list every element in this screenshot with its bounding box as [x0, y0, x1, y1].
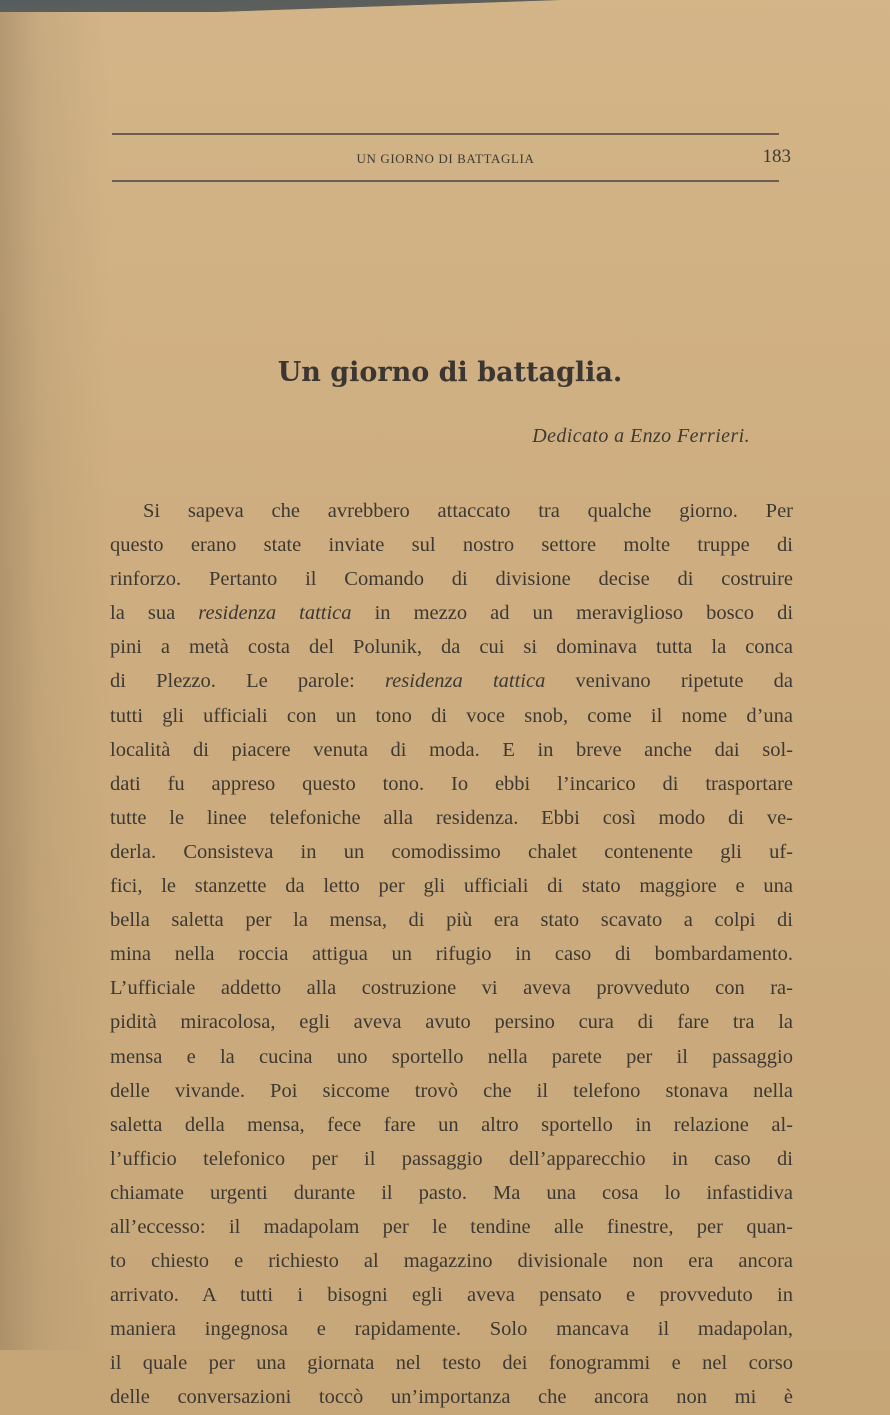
text-line: [110, 1380, 793, 1414]
text-run: tutti gli ufficiali con un tono di voce snob, come il nome d’una: [110, 704, 793, 727]
text-line: [110, 1142, 793, 1176]
text-run: chiamate urgenti durante il pasto. Ma una cosa lo infastidiva: [110, 1181, 793, 1204]
text-line: [110, 562, 793, 596]
text-line: [110, 733, 793, 767]
text-run: questo erano state inviate sul nostro settore molte truppe di: [110, 534, 793, 557]
text-line: [110, 664, 793, 698]
chapter-title: Un giorno di battaglia.: [277, 357, 623, 388]
text-run: in mezzo ad un meraviglioso bosco di: [351, 602, 793, 625]
text-run: arrivato. A tutti i bisogni egli aveva pensato e provveduto in: [110, 1284, 793, 1307]
text-line: [110, 596, 793, 630]
text-line: [110, 1244, 793, 1278]
text-line: [110, 1278, 793, 1312]
text-run: derla. Consisteva in un comodissimo chalet contenente gli uf-: [110, 840, 793, 863]
italic-term: residenza tattica: [384, 670, 546, 693]
text-line: [110, 1108, 793, 1142]
text-run: L’ufficiale addetto alla costruzione vi aveva provveduto con ra-: [110, 977, 793, 1000]
text-line: [110, 1176, 793, 1210]
text-run: bella saletta per la mensa, di più era stato scavato a colpi di: [110, 909, 793, 932]
header-rule-top: [112, 133, 779, 135]
italic-term: residenza tattica: [198, 602, 352, 625]
text-line: [110, 630, 793, 664]
text-line: [110, 1312, 793, 1346]
text-run: delle conversazioni toccò un’importanza che ancora non mi è: [110, 1386, 793, 1409]
text-run: venivano ripetute da: [545, 670, 793, 693]
text-run: to chiesto e richiesto al magazzino divisionale non era ancora: [110, 1250, 793, 1273]
text-line: [110, 1210, 793, 1244]
text-line: [110, 1005, 793, 1039]
text-run: l’ufficio telefonico per il passaggio dell’apparecchio in caso di: [110, 1147, 793, 1170]
body-paragraph: [110, 494, 793, 1415]
text-run: delle vivande. Poi siccome trovò che il telefono stonava nella: [110, 1079, 793, 1102]
text-run: fici, le stanzette da letto per gli ufficiali di stato maggiore e una: [110, 875, 793, 898]
text-run: il quale per una giornata nel testo dei fonogrammi e nel corso: [110, 1352, 793, 1375]
text-line: [110, 767, 793, 801]
text-run: dati fu appreso questo tono. Io ebbi l’incarico di trasportare: [110, 772, 793, 795]
text-line: [110, 494, 793, 528]
running-head-title: UN GIORNO DI BATTAGLIA: [356, 151, 535, 166]
text-line: [110, 971, 793, 1005]
text-run: località di piacere venuta di moda. E in breve anche dai sol-: [110, 738, 793, 761]
header-rule-bottom: [112, 180, 779, 182]
text-run: all’eccesso: il madapolam per le tendine alle finestre, per quan-: [110, 1215, 793, 1238]
text-line: [110, 528, 793, 562]
text-line: [110, 699, 793, 733]
text-line: [110, 835, 793, 869]
text-line: [110, 869, 793, 903]
text-run: mensa e la cucina uno sportello nella parete per il passaggio: [110, 1045, 793, 1068]
page-number: 183: [762, 146, 791, 167]
text-run: rinforzo. Pertanto il Comando di divisione decise di costruire: [110, 568, 793, 591]
text-run: pini a metà costa del Polunik, da cui si dominava tutta la conca: [110, 636, 793, 659]
text-run: mina nella roccia attigua un rifugio in caso di bombardamento.: [110, 943, 793, 966]
text-line: [110, 1040, 793, 1074]
text-run: pidità miracolosa, egli aveva avuto persino cura di fare tra la: [110, 1011, 793, 1034]
text-line: [110, 937, 793, 971]
text-run: di Plezzo. Le parole:: [110, 670, 385, 693]
text-run: saletta della mensa, fece fare un altro sportello in relazione al-: [110, 1113, 793, 1136]
text-run: maniera ingegnosa e rapidamente. Solo mancava il madapolan,: [110, 1318, 793, 1341]
running-head: [112, 146, 791, 169]
page-top-edge-shadow: [0, 0, 890, 12]
text-line: [110, 801, 793, 835]
text-run: tutte le linee telefoniche alla residenza. Ebbi così modo di ve-: [110, 806, 793, 829]
text-run: la sua: [110, 602, 199, 625]
text-line: [110, 1346, 793, 1380]
dedication: Dedicato a Enzo Ferrieri.: [532, 425, 750, 447]
text-line: [110, 903, 793, 937]
text-line: [110, 1074, 793, 1108]
text-run: Si sapeva che avrebbero attaccato tra qualche giorno. Per: [143, 500, 793, 522]
